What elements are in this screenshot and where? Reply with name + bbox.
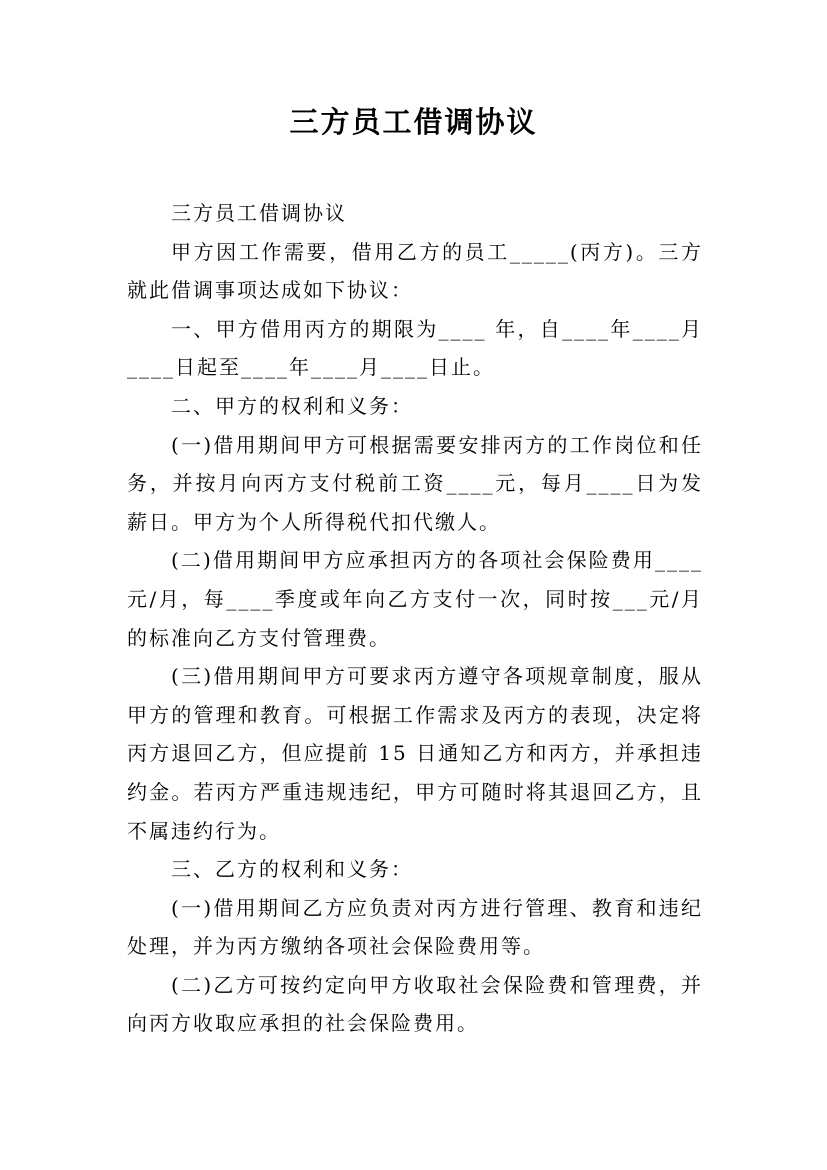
document-body bbox=[127, 194, 703, 1043]
paragraph-party-a-2: (二)借用期间甲方应承担丙方的各项社会保险费用____元/月，每____季度或年向乙方支付一次，同时按___元/月的标准向乙方支付管理费。 bbox=[127, 548, 703, 650]
paragraph-heading: 三方员工借调协议 bbox=[171, 201, 347, 225]
paragraph-party-a-1: (一)借用期间甲方可根据需要安排丙方的工作岗位和任务，并按月向丙方支付税前工资____元，每月____日为发薪日。甲方为个人所得税代扣代缴人。 bbox=[127, 432, 703, 534]
section-heading-party-a: 二、甲方的权利和义务： bbox=[171, 393, 413, 418]
paragraph-preamble: 甲方因工作需要，借用乙方的员工_____(丙方)。三方就此借调事项达成如下协议： bbox=[127, 239, 703, 303]
paragraph-party-b-1: (一)借用期间乙方应负责对丙方进行管理、教育和违纪处理，并为丙方缴纳各项社会保险费用等。 bbox=[127, 895, 703, 959]
paragraph-party-b-2: (二)乙方可按约定向甲方收取社会保险费和管理费，并向丙方收取应承担的社会保险费用。 bbox=[127, 972, 703, 1036]
section-heading-party-b: 三、乙方的权利和义务： bbox=[171, 857, 413, 882]
paragraph-term: 一、甲方借用丙方的期限为____ 年，自____年____月____日起至____年____月____日止。 bbox=[127, 316, 703, 380]
document-title: 三方员工借调协议 bbox=[289, 105, 538, 139]
paragraph-party-a-3: (三)借用期间甲方可要求丙方遵守各项规章制度，服从甲方的管理和教育。可根据工作需求及丙方的表现，决定将丙方退回乙方，但应提前 15 日通知乙方和丙方，并承担违约金。若丙方严重违规违纪，甲方可随时将其退回乙方，且不属违约行为。 bbox=[127, 664, 703, 843]
